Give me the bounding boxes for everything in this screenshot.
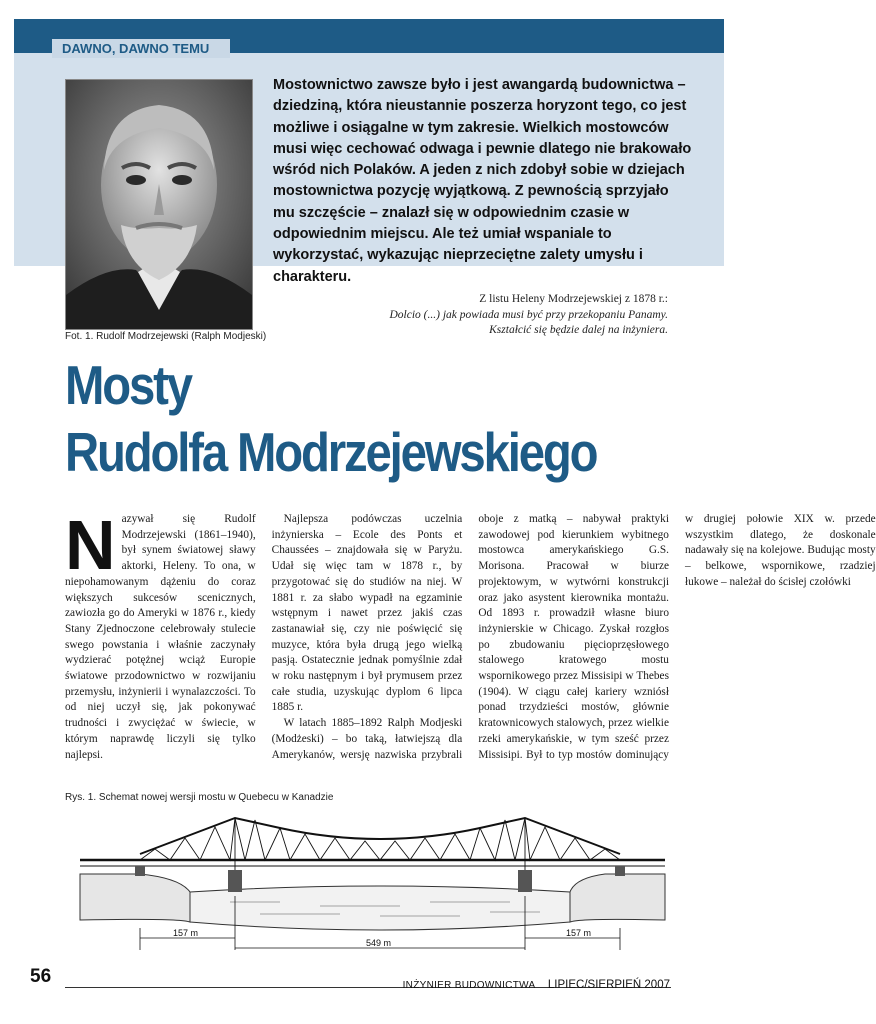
body-paragraph-3: W latach 1885–1892 Ralph Modjeski (Modżeski) – bo taką, łatwiejszą dla Amerykanów, wersję nazwiska przybrali oboje z matką – nabywał praktyki zawodowej pod kierunkiem wybitnego mostowca amerykańskiego G.S. Morisona. Pracował w biurze projektowym, w wytwórni konstrukcji oraz jako asystent kierownika montażu. Od 1893 r. prowadził własne biuro inżynierskie w Chicago. Zyskał rozgłos po zbudowaniu pięcioprzęsłowego stalowego kratowego mostu wspornikowego przez Missisipi w Thebes (1904). W ciągu całej kariery wzniósł ponad trzydzieści mostów, głównie kratownicowych stalowych, przez wielkie rzeki amerykańskie, w tym sześć przez Missisipi. Był to typ mostów dominujący w drugiej połowie XIX w. przede wszystkim dlatego, że doskonale nadawały się na kolejowe. Budując mosty – belkowe, wspornikowe, rzadziej łukowe – należał do ścisłej czołówki — [271, 513, 876, 761]
lead-paragraph: Mostownictwo zawsze było i jest awangardą budownictwa – dziedziną, która nieustannie poszerza horyzont tego, co jest możliwe i osiągalne w tym zakresie. Wielkich mostowców musi więc cechować odwaga i pewnie dlatego nie brakowało wśród nich Polaków. A jeden z nich zdobył sobie w dziejach mostownictwa pozycję wyjątkową. Z pewnością sprzyjało mu szczęście – znalazł się w odpowiednim czasie w odpowiednim miejscu. Ale też umiał wspaniale to wykorzystać, wykazując nieprzeciętne zalety umysłu i charakteru. — [273, 77, 692, 285]
bridge-drawing — [80, 810, 665, 960]
title-line-2: Rudolfa Modrzejewskiego — [65, 421, 597, 483]
page-number: 56 — [30, 966, 52, 987]
body-paragraph-2: Najlepsza podówczas uczelnia inżynierska – Ecole des Ponts et Chaussées – znajdowała się w Paryżu. Udał się więc tam w 1878 r., by przygotować się do studiów na niej. W 1881 r. za słabo wypadł na egzaminie wstępnym i nawet przez jakiś czas zastanawiał się, czy nie poświęcić się muzyce, która była drugą jego wielką pasją. Ostatecznie jednak pomyślnie zdał w roku następnym i był prymusem przez całe studia, uzyskując dyplom 6 lipca 1885 r. — [271, 513, 463, 714]
dimension-main-span: 549 m — [366, 938, 392, 948]
portrait-photo — [65, 79, 253, 330]
issue-date: LIPIEC/SIERPIEŃ 2007 — [547, 979, 670, 991]
body-paragraph-1-text: azywał się Rudolf Modrzejewski (1861–1940), był synem światowej sławy aktorki, Heleny. To ona, w niepohamowanym dążeniu do coraz większych sukcesów scenicznych, zawiozła go do Ameryki w 1876 r., kiedy Stany Zjednoczone celebrowały stulecie swego powstania i właśnie zaczynały wydzierać potężnej wciąż Europie światowe przodownictwo w rozwijaniu przemysłu, inżynierii i wynalazczości. To od niej uczył się, jak pokonywać trudności i zwyciężać w świecie, w którym naprawdę liczyli się tylko najlepsi. — [65, 513, 256, 761]
dimension-right: 157 m — [566, 928, 592, 938]
epigraph-quote — [348, 292, 668, 339]
body-paragraph-1 — [65, 506, 256, 763]
section-label: DAWNO, DAWNO TEMU — [52, 39, 230, 58]
figure-caption: Rys. 1. Schemat nowej wersji mostu w Quebecu w Kanadzie — [65, 792, 334, 803]
drop-cap: N — [65, 506, 116, 584]
photo-caption: Fot. 1. Rudolf Modrzejewski (Ralph Modjeski) — [65, 331, 267, 342]
quote-source: Z listu Heleny Modrzejewskiej z 1878 r.: — [479, 293, 668, 305]
quote-text: Dolcio (...) jak powiada musi być przy przekopaniu Panamy. Kształcić się będzie dalej na inżyniera. — [389, 308, 668, 336]
bridge-diagram — [80, 810, 665, 960]
title-line-1: Mosty — [65, 354, 191, 416]
dimension-left: 157 m — [173, 928, 199, 938]
article-title — [65, 352, 596, 486]
footer-masthead — [403, 975, 670, 993]
magazine-name: INŻYNIER BUDOWNICTWA — [402, 980, 536, 991]
article-body — [65, 506, 876, 774]
portrait-image — [66, 80, 252, 329]
